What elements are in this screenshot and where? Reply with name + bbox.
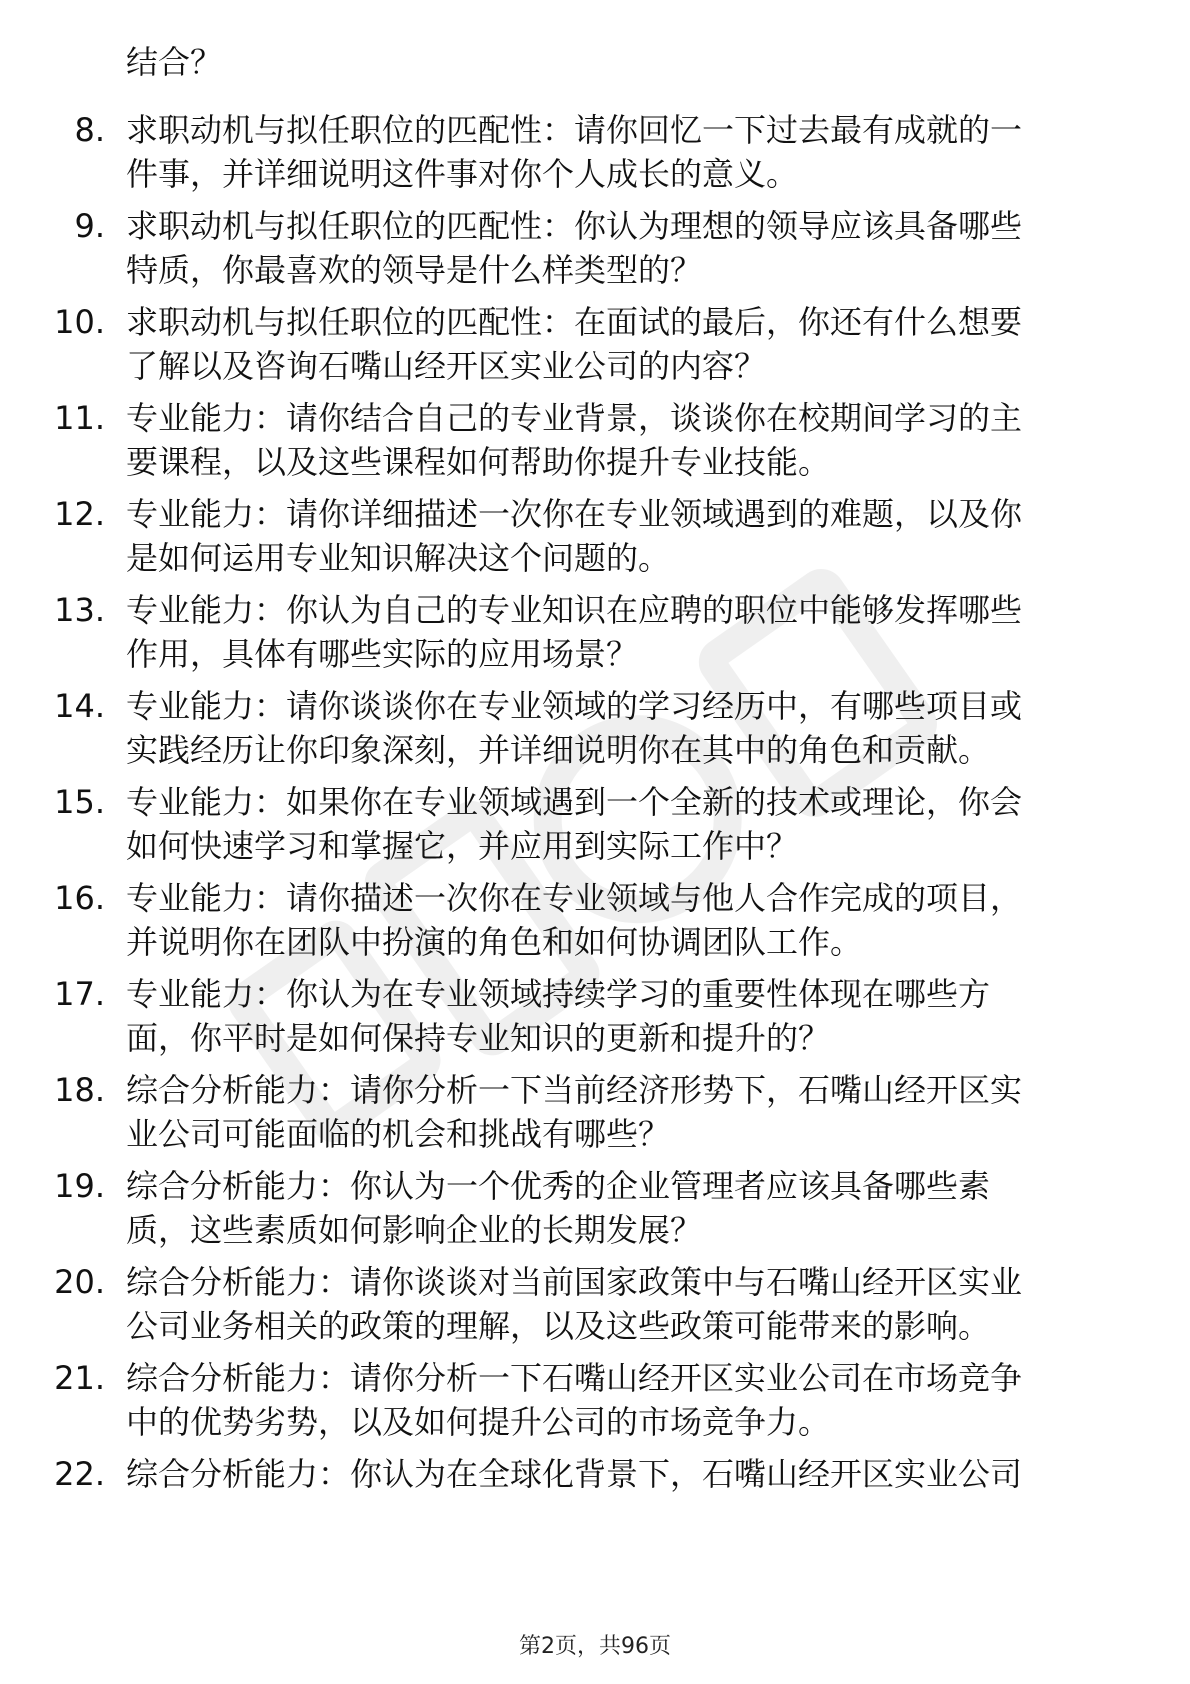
question-number: 13.	[54, 591, 105, 629]
question-line: 专业能力：请你结合自己的专业背景，谈谈你在校期间学习的主	[126, 399, 1023, 437]
question-number: 17.	[54, 975, 105, 1013]
question-text	[126, 300, 1116, 388]
question-item	[0, 684, 1190, 774]
question-text	[126, 588, 1116, 676]
question-number: 22.	[54, 1455, 105, 1493]
question-text	[126, 108, 1116, 196]
question-line: 专业能力：请你谈谈你在专业领域的学习经历中，有哪些项目或	[126, 687, 1023, 725]
question-item	[0, 876, 1190, 966]
question-line: 综合分析能力：请你分析一下当前经济形势下，石嘴山经开区实	[126, 1071, 1023, 1109]
question-item	[0, 1356, 1190, 1446]
question-number: 20.	[54, 1263, 105, 1301]
question-text	[126, 1068, 1116, 1156]
question-line: 实践经历让你印象深刻，并详细说明你在其中的角色和贡献。	[126, 731, 991, 769]
question-item	[0, 108, 1190, 198]
question-line: 如何快速学习和掌握它，并应用到实际工作中？	[126, 827, 799, 865]
question-number: 21.	[54, 1359, 105, 1397]
question-item	[0, 780, 1190, 870]
continued-text: 结合？	[126, 43, 223, 81]
question-number: 10.	[54, 303, 105, 341]
question-item	[0, 492, 1190, 582]
question-text	[126, 492, 1116, 580]
question-line: 综合分析能力：你认为一个优秀的企业管理者应该具备哪些素	[126, 1167, 991, 1205]
question-line: 专业能力：请你详细描述一次你在专业领域遇到的难题，以及你	[126, 495, 1023, 533]
question-line: 作用，具体有哪些实际的应用场景？	[126, 635, 639, 673]
question-text	[126, 684, 1116, 772]
question-line: 求职动机与拟任职位的匹配性：在面试的最后，你还有什么想要	[126, 303, 1023, 341]
question-number: 9.	[74, 207, 105, 245]
question-text	[126, 204, 1116, 292]
question-line: 专业能力：你认为自己的专业知识在应聘的职位中能够发挥哪些	[126, 591, 1023, 629]
question-line: 面，你平时是如何保持专业知识的更新和提升的？	[126, 1019, 831, 1057]
question-line: 综合分析能力：你认为在全球化背景下，石嘴山经开区实业公司	[126, 1455, 1023, 1493]
question-line: 求职动机与拟任职位的匹配性：你认为理想的领导应该具备哪些	[126, 207, 1023, 245]
question-line: 特质，你最喜欢的领导是什么样类型的？	[126, 251, 703, 289]
question-line: 质，这些素质如何影响企业的长期发展？	[126, 1211, 703, 1249]
question-line: 并说明你在团队中扮演的角色和如何协调团队工作。	[126, 923, 863, 961]
question-item	[0, 1452, 1190, 1542]
question-text	[126, 1260, 1116, 1348]
question-item	[0, 1068, 1190, 1158]
question-line: 中的优势劣势，以及如何提升公司的市场竞争力。	[126, 1403, 831, 1441]
question-item	[0, 300, 1190, 390]
question-number: 14.	[54, 687, 105, 725]
question-line: 专业能力：如果你在专业领域遇到一个全新的技术或理论，你会	[126, 783, 1023, 821]
question-number: 18.	[54, 1071, 105, 1109]
question-text	[126, 876, 1116, 964]
question-text	[126, 780, 1116, 868]
question-line: 件事，并详细说明这件事对你个人成长的意义。	[126, 155, 799, 193]
question-number: 19.	[54, 1167, 105, 1205]
question-text	[126, 1356, 1116, 1444]
question-line: 业公司可能面临的机会和挑战有哪些？	[126, 1115, 671, 1153]
question-item	[0, 972, 1190, 1062]
question-line: 要课程，以及这些课程如何帮助你提升专业技能。	[126, 443, 831, 481]
question-text	[126, 1164, 1116, 1252]
question-line: 综合分析能力：请你谈谈对当前国家政策中与石嘴山经开区实业	[126, 1263, 1023, 1301]
question-item	[0, 1164, 1190, 1254]
question-text	[126, 396, 1116, 484]
question-line: 了解以及咨询石嘴山经开区实业公司的内容？	[126, 347, 767, 385]
question-text	[126, 972, 1116, 1060]
question-line: 是如何运用专业知识解决这个问题的。	[126, 539, 671, 577]
question-item	[0, 204, 1190, 294]
question-number: 12.	[54, 495, 105, 533]
question-number: 11.	[54, 399, 105, 437]
page-indicator: 第2页，共96页	[519, 1634, 671, 1659]
question-item	[0, 396, 1190, 486]
question-number: 8.	[74, 111, 105, 149]
question-number: 16.	[54, 879, 105, 917]
question-line: 专业能力：请你描述一次你在专业领域与他人合作完成的项目，	[126, 879, 1023, 917]
question-text	[126, 1452, 1116, 1496]
question-line: 公司业务相关的政策的理解，以及这些政策可能带来的影响。	[126, 1307, 991, 1345]
question-line: 专业能力：你认为在专业领域持续学习的重要性体现在哪些方	[126, 975, 991, 1013]
question-item	[0, 1260, 1190, 1350]
question-number: 15.	[54, 783, 105, 821]
question-line: 综合分析能力：请你分析一下石嘴山经开区实业公司在市场竞争	[126, 1359, 1023, 1397]
question-item	[0, 588, 1190, 678]
question-line: 求职动机与拟任职位的匹配性：请你回忆一下过去最有成就的一	[126, 111, 1023, 149]
